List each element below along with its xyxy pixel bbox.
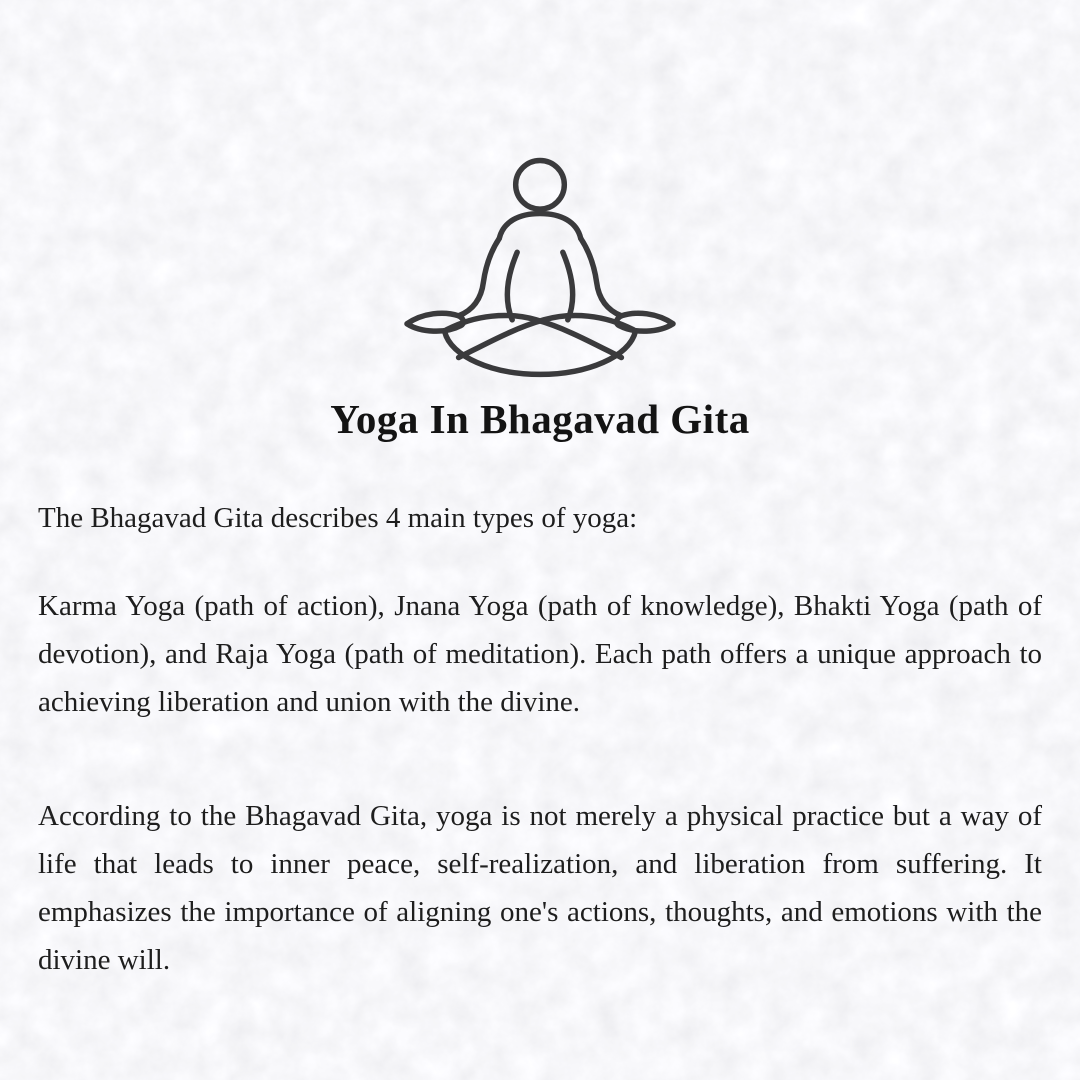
icon-head xyxy=(516,160,565,209)
meditation-lotus-icon xyxy=(401,155,679,381)
page-title: Yoga In Bhagavad Gita xyxy=(330,396,750,443)
paragraph-intro: The Bhagavad Gita describes 4 main types of yoga: xyxy=(38,502,638,535)
paragraph-four-yogas: Karma Yoga (path of action), Jnana Yoga (path of knowledge), Bhakti Yoga (path of devotion), and Raja Yoga (path of meditation). Each path offers a unique approach to achieving liberation and union with the divine. xyxy=(38,590,1042,719)
content-column xyxy=(0,155,1080,984)
paragraph-way-of-life: According to the Bhagavad Gita, yoga is not merely a physical practice but a way of life that leads to inner peace, self-realization, and liberation from suffering. It emphasizes the importance of aligning one's actions, thoughts, and emotions with the divine will. xyxy=(38,800,1042,977)
